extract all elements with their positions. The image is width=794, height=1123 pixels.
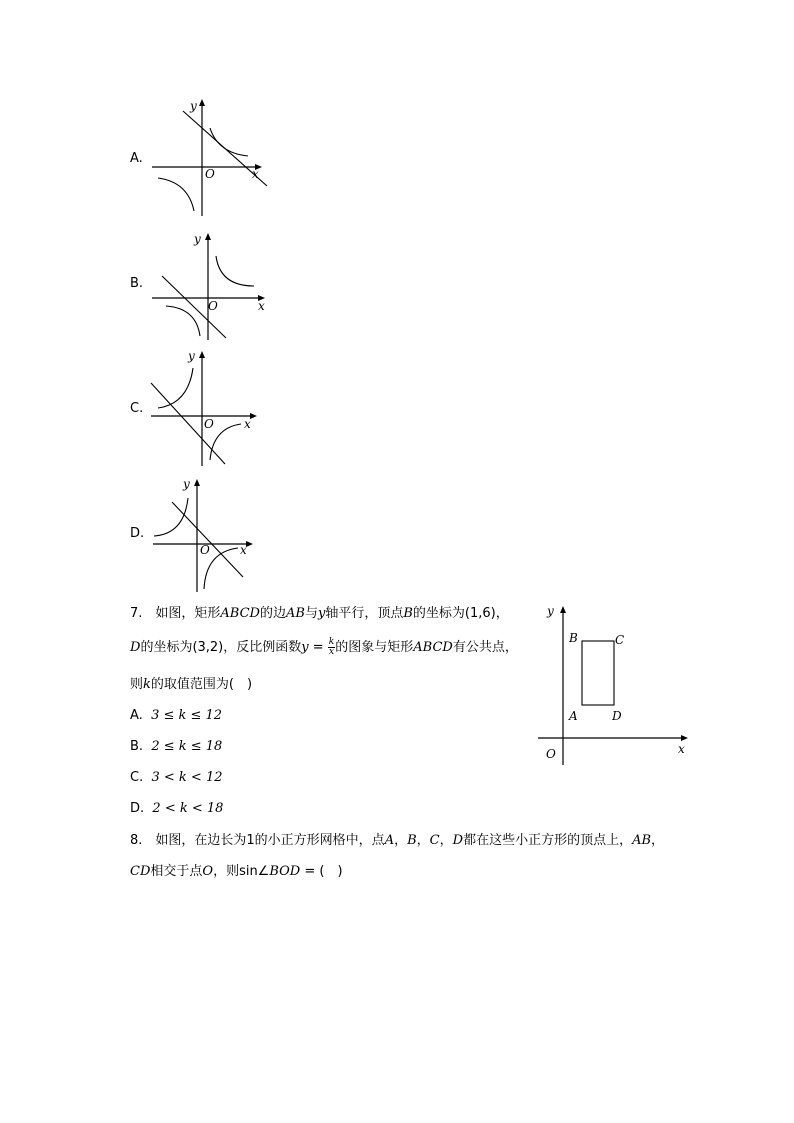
axis-x-label: x bbox=[244, 417, 251, 431]
axis-x-label: x bbox=[240, 543, 247, 557]
point-c-label: C bbox=[615, 633, 625, 647]
origin-label: O bbox=[200, 543, 210, 557]
axis-x-label: x bbox=[678, 742, 685, 756]
axis-y-label: y bbox=[188, 349, 195, 363]
point-d-label: D bbox=[612, 709, 622, 723]
axis-y-label: y bbox=[183, 477, 190, 491]
origin-label: O bbox=[204, 417, 214, 431]
axis-x-label: x bbox=[252, 167, 259, 181]
graph-option-a bbox=[150, 96, 270, 221]
q7-option-c: C. 3 < k < 12 bbox=[130, 770, 223, 785]
q7-line-2: D的坐标为(3,2)，反比例函数y = $\frac{k}{x}$ 的图象与矩形ABCD有公共点， bbox=[130, 637, 518, 657]
graph-option-b bbox=[150, 228, 275, 343]
option-a-label: A. bbox=[130, 151, 143, 166]
q7-option-a: A. 3 ≤ k ≤ 12 bbox=[130, 708, 223, 723]
q8-line-1: 8. 如图，在边长为1的小正方形网格中，点A，B，C，D都在这些小正方形的顶点上，AB， bbox=[130, 833, 665, 848]
origin-label: O bbox=[546, 747, 556, 761]
axis-y-label: y bbox=[547, 604, 554, 618]
q7-line-1: 7. 如图，矩形ABCD的边AB与y轴平行，顶点B的坐标为(1,6)， bbox=[130, 606, 509, 621]
axis-y-label: y bbox=[190, 99, 197, 113]
origin-label: O bbox=[205, 167, 215, 181]
option-c-label: C. bbox=[130, 401, 144, 416]
fraction-k-over-x: $\frac{k}{x}$ bbox=[328, 637, 335, 657]
q7-option-d: D. 2 < k < 18 bbox=[130, 801, 224, 816]
axis-x-label: x bbox=[258, 299, 265, 313]
graph-option-c bbox=[148, 346, 268, 471]
graph-option-d bbox=[148, 474, 263, 594]
q7-line-3: 则k的取值范围为( ) bbox=[130, 677, 253, 692]
axis-y-label: y bbox=[194, 232, 201, 246]
q7-option-b: B. 2 ≤ k ≤ 18 bbox=[130, 739, 223, 754]
option-b-label: B. bbox=[130, 276, 144, 291]
point-b-label: B bbox=[569, 631, 578, 645]
option-d-label: D. bbox=[130, 526, 145, 541]
q7-rectangle-figure bbox=[535, 600, 695, 770]
point-a-label: A bbox=[569, 709, 578, 723]
origin-label: O bbox=[208, 299, 218, 313]
q8-line-2: CD相交于点O，则sin∠BOD = ( ) bbox=[130, 864, 343, 879]
